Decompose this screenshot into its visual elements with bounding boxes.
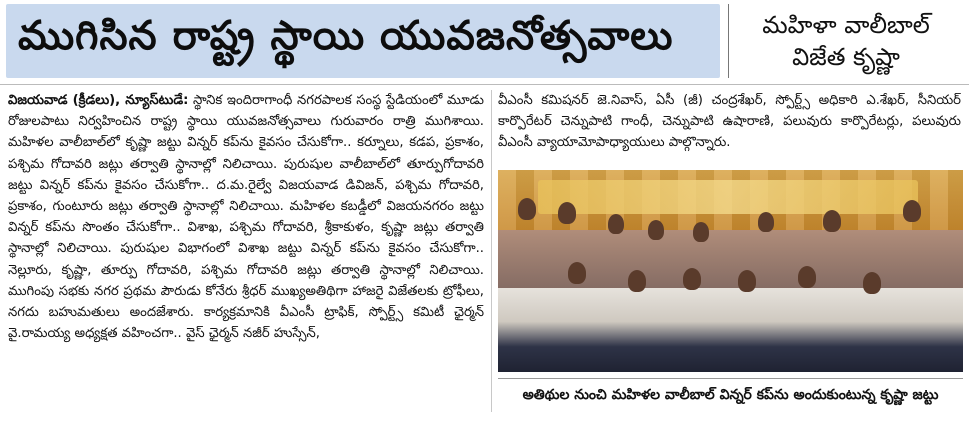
photo-person [683,268,701,290]
photo-person [903,200,921,222]
article-body-right: వీఎంసీ కమిషనర్ జె.నివాస్, ఏసీ (జీ) చంద్రశేఖర్, స్పోర్ట్స్ అధికారి ఎ.శేఖర్, సీనియర్ కార్పొరేటర్ చెన్నుపాటి గాంధీ, చెన్నుపాటి ఉషారాణి, పలువురు కార్పొరేటర్లు, పలువురు వీఎంసీ వ్యాయామోపాధ్యాయులు పాల్గొన్నారు. [498,93,961,151]
photo-person [648,220,664,240]
article-column-left [8,90,484,412]
photo-person [758,212,774,232]
headline: ముగిసిన రాష్ట్ర స్థాయి యువజనోత్సవాలు [18,13,674,59]
photo-person [798,266,816,288]
headline-box [6,4,720,78]
photo-person [558,202,576,224]
news-photo [498,170,963,372]
article-column-right [498,90,961,160]
photo-banner [538,180,918,214]
dateline: విజయవాడ (క్రీడలు), న్యూస్‌టుడే: [8,93,189,108]
photo-team-row [498,288,963,372]
photo-person [568,262,586,284]
photo-person [608,214,624,234]
article-body-left: స్థానిక ఇందిరాగాంధీ నగరపాలక సంస్థ స్టేడియంలో మూడు రోజులపాటు నిర్వహించిన రాష్ట్ర స్థాయి యువజనోత్సవాలు గురువారం రాత్రి ముగిశాయి. మహిళల వాలీబాల్‌లో కృష్ణా జట్టు విన్నర్ కప్‌ను కైవసం చేసుకోగా.. కర్నూలు, కడప, ప్రకాశం, పశ్చిమ గోదావరి జట్లు తర్వాతి స్థానాల్లో నిలిచాయి. పురుషుల వాలీబాల్‌లో తూర్పుగోదావరి జట్టు విన్నర్ కప్‌ను కైవసం చేసుకోగా.. ద.మ.రైల్వే విజయవాడ డివిజన్, పశ్చిమ గోదావరి, ప్రకాశం, గుంటూరు జట్లు తర్వాతి స్థానాల్లో నిలిచాయి. మహిళల కబడ్డీలో విజయనగరం జట్టు విన్నర్ కప్‌ను సొంతం చేసుకోగా.. విశాఖ, పశ్చిమ గోదావరి, శ్రీకాకుళం, కృష్ణా జట్లు తర్వాతి స్థానాల్లో నిలిచాయి. పురుషుల విభాగంలో విశాఖ జట్టు విన్నర్ కప్‌ను కైవసం చేసుకోగా.. నెల్లూరు, కృష్ణా, తూర్పు గోదావరి, పశ్చిమ గోదావరి జట్లు తర్వాతి స్థానాల్లో నిలిచాయి. ముగింపు సభకు నగర ప్రథమ పౌరుడు కోనేరు శ్రీధర్ ముఖ్యఅతిథిగా హాజరై విజేతలకు ట్రోఫీలు, నగదు బహుమతులు అందజేశారు. కార్యక్రమానికి వీఎంసీ ట్రాఫిక్, స్పోర్ట్స్ కమిటీ ఛైర్మన్ వై.రామయ్య అధ్యక్షత వహించగా.. వైస్ ఛైర్మన్ నజీర్ హుస్సేన్, [8,93,484,342]
photo-person [693,222,709,242]
column-divider [491,90,492,412]
side-headline-line-2: విజేత కృష్ణా [792,43,900,71]
header-divider [0,84,969,85]
photo-person [518,198,536,220]
side-headline-line-1: మహిళా వాలీబాల్ [762,11,930,39]
photo-caption: అతిథుల నుంచి మహిళల వాలీబాల్ విన్నర్ కప్‌ను అందుకుంటున్న కృష్ణా జట్టు [498,378,963,413]
photo-person [628,270,646,292]
photo-person [738,270,756,292]
side-headline-box [728,4,963,78]
photo-person [823,210,841,232]
photo-person [863,272,881,294]
